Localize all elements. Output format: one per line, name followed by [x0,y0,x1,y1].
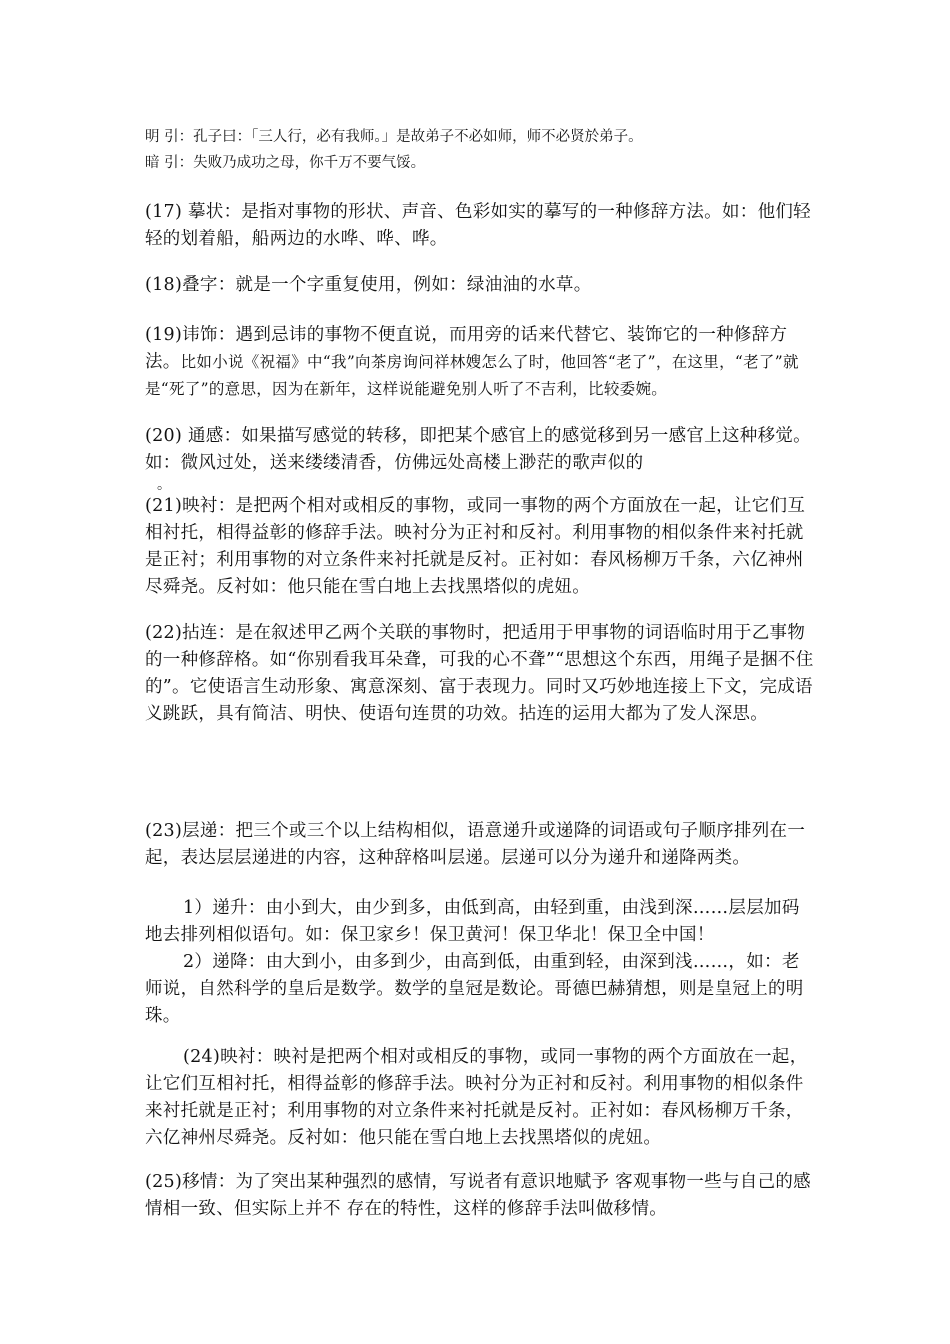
item-18-description [145,272,815,299]
item-18-text: (18)叠字：就是一个字重复使用，例如：绿油油的水草。 [145,275,592,295]
item-23-descending: 2）递降：由大到小，由多到少，由高到低，由重到轻，由深到浅……，如：老师说，自然科学的皇后是数学。数学的皇冠是数论。哥德巴赫猜想，则是皇冠上的明珠。 [145,952,804,1026]
item-23-text: (23)层递：把三个或三个以上结构相似，语意递升或递降的词语或句子顺序排列在一起，表达层层递进的内容，这种辞格叫层递。层递可以分为递升和递降两类。 [145,821,806,868]
item-20-trailing-period: 。 [157,477,171,493]
item-21-description [145,493,815,601]
explicit-quote-line: 明 引：孔子曰：「三人行，必有我师。」是故弟子不必如师，师不必贤於弟子。 [145,129,643,145]
item-23-description [145,818,815,872]
item-21-text: (21)映衬：是把两个相对或相反的事物，或同一事物的两个方面放在一起，让它们互相衬托，相得益彰的修辞手法。映衬分为正衬和反衬。利用事物的相似条件来衬托就是正衬；利用事物的对立条件来衬托就是反衬。正衬如：春风杨柳万千条，六亿神州尽舜尧。反衬如：他只能在雪白地上去找黑塔似的虎妞。 [145,496,806,597]
quote-examples [145,124,815,176]
item-23-ascending: 1）递升：由小到大，由少到多，由低到高，由轻到重，由浅到深……层层加码地去排列相似语句。如：保卫家乡！保卫黄河！保卫华北！保卫全中国！ [145,898,800,945]
item-22-text: (22)拈连：是在叙述甲乙两个关联的事物时，把适用于甲事物的词语临时用于乙事物的一种修辞格。如“你别看我耳朵聋，可我的心不聋”“思想这个东西，用绳子是捆不住的”。它使语言生动形象、寓意深刻、富于表现力。同时又巧妙地连接上下文，完成语义跳跃，具有简洁、明快、使语句连贯的功效。拈连的运用大都为了发人深思。 [145,623,814,724]
item-17-text: (17) 摹状：是指对事物的形状、声音、色彩如实的摹写的一种修辞方法。如：他们轻轻的划着船，船两边的水哗、哗、哗。 [145,202,811,249]
item-19-description [145,322,815,403]
item-22-description [145,620,815,728]
implicit-quote-line: 暗 引：失败乃成功之母，你千万不要气馁。 [145,155,426,171]
item-23-subitems [145,895,815,1030]
item-20-description [145,423,815,493]
item-25-text: (25)移情：为了突出某种强烈的感情，写说者有意识地赋予 客观事物一些与自己的感情相一致、但实际上并不 存在的特性，这样的修辞手法叫做移情。 [145,1172,811,1219]
item-19-definition: (19)讳饰：遇到忌讳的事物不便直说，而用旁的话来代替它、装饰它的一种修辞方法。 [145,325,788,372]
item-24-description [145,1044,815,1152]
item-24-text: (24)映衬：映衬是把两个相对或相反的事物，或同一事物的两个方面放在一起，让它们互相衬托，相得益彰的修辞手法。映衬分为正衬和反衬。利用事物的相似条件来衬托就是正衬；利用事物的对立条件来衬托就是反衬。正衬如：春风杨柳万千条，六亿神州尽舜尧。反衬如：他只能在雪白地上去找黑塔似的虎妞。 [145,1047,808,1148]
item-17-description [145,199,815,253]
item-19-text [145,322,815,403]
item-25-description [145,1169,815,1223]
item-20-text: (20) 通感：如果描写感觉的转移，即把某个感官上的感觉移到另一感官上这种移觉。如：微风过处，送来缕缕清香，仿佛远处高楼上渺茫的歌声似的 [145,426,811,473]
item-19-example: 比如小说《祝福》中“我”向茶房询问祥林嫂怎么了时，他回答“老了”，在这里，“老了”就是“死了”的意思，因为在新年，这样说能避免别人听了不吉利，比较委婉。 [145,353,799,398]
